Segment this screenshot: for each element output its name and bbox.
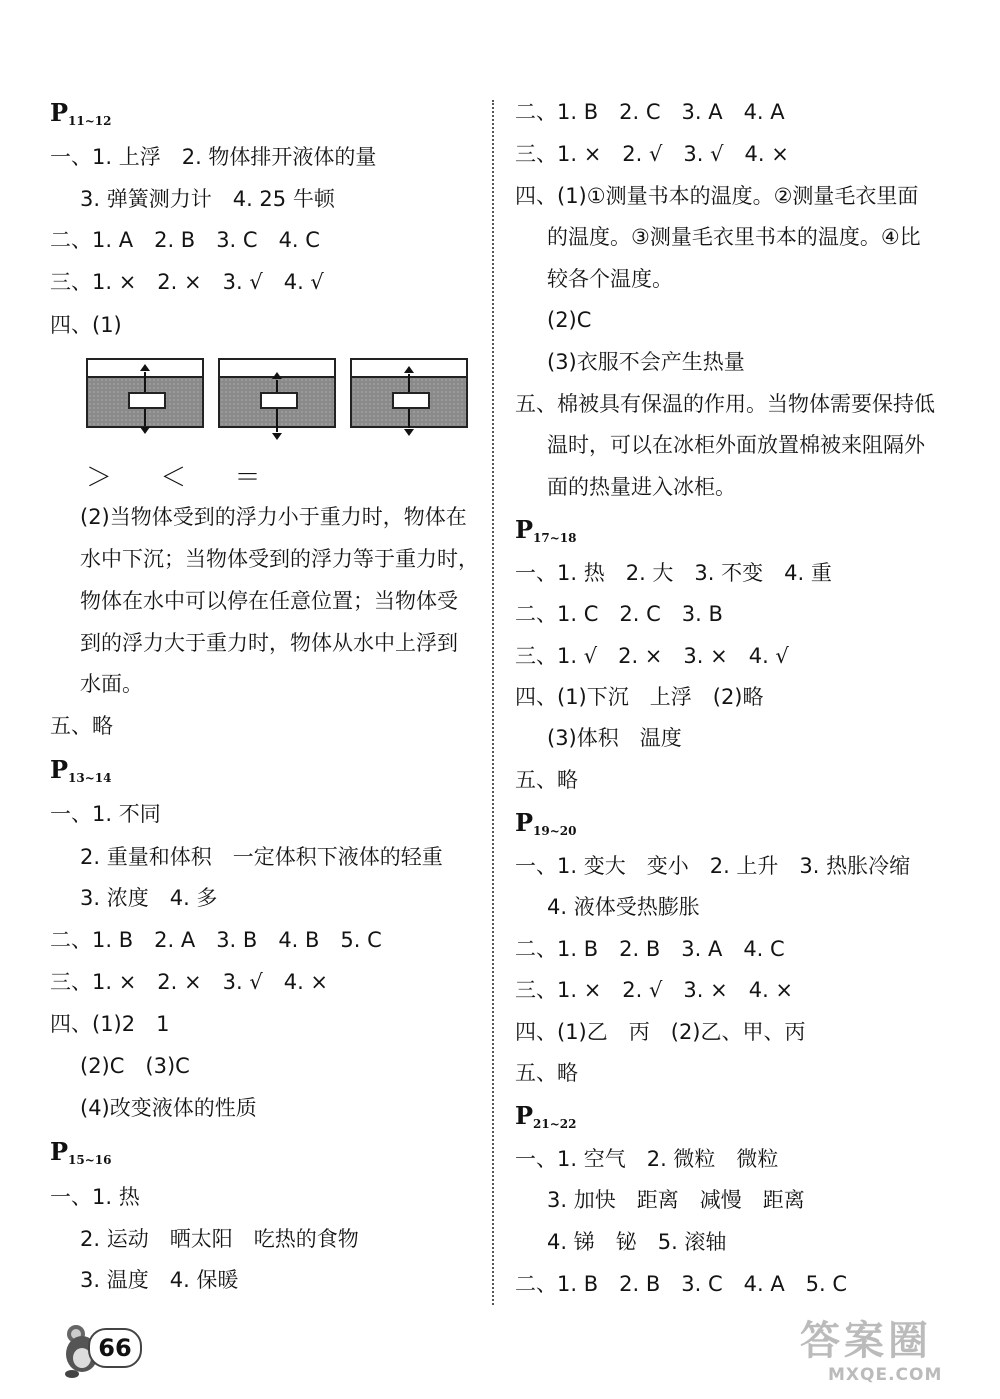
buoyancy-diagram-float: [218, 358, 336, 428]
answer-line: (2)当物体受到的浮力小于重力时，物体在: [80, 505, 467, 529]
answer-line: 3. 温度 4. 保暖: [80, 1268, 239, 1292]
answer-line: (2)C (3)C: [80, 1054, 190, 1078]
watermark-logo: [800, 1318, 990, 1394]
answer-line: 三、1. × 2. × 3. √ 4. √: [50, 270, 324, 294]
object-block: [128, 392, 166, 409]
answer-line: 五、略: [515, 1061, 578, 1085]
answer-line: 二、1. B 2. C 3. A 4. A: [515, 100, 785, 124]
answer-line: (2)C: [547, 308, 592, 332]
answer-line: (4)改变液体的性质: [80, 1096, 257, 1120]
answer-line: 一、1. 不同: [50, 802, 161, 826]
answer-line: 到的浮力大于重力时，物体从水中上浮到: [80, 631, 458, 655]
answer-line: 一、1. 上浮 2. 物体排开液体的量: [50, 145, 377, 169]
answer-line: 3. 浓度 4. 多: [80, 886, 218, 910]
object-block: [260, 392, 298, 409]
answer-line: 较各个温度。: [547, 267, 673, 291]
answer-line: 2. 运动 晒太阳 吃热的食物: [80, 1227, 359, 1251]
section-header-p19-20: $P_{19\sim 20}$: [515, 808, 577, 838]
answer-line: 温时，可以在冰柜外面放置棉被来阻隔外: [547, 433, 925, 457]
answer-line: (3)衣服不会产生热量: [547, 350, 745, 374]
object-block: [392, 392, 430, 409]
section-header-p15-16: $P_{15\sim 16}$: [50, 1137, 112, 1167]
answer-line: 三、1. × 2. √ 3. × 4. ×: [515, 978, 794, 1002]
watermark-cn: 答案圈: [800, 1318, 932, 1364]
answer-line: 一、1. 空气 2. 微粒 微粒: [515, 1147, 779, 1171]
answer-line: 二、1. C 2. C 3. B: [515, 602, 723, 626]
answer-line: 三、1. × 2. √ 3. √ 4. ×: [515, 142, 789, 166]
answer-line: 的温度。③测量毛衣里书本的温度。④比: [547, 225, 921, 249]
answer-line: 一、1. 热 2. 大 3. 不变 4. 重: [515, 561, 832, 585]
page-number: 66: [88, 1328, 142, 1368]
answer-line: 二、1. A 2. B 3. C 4. C: [50, 228, 320, 252]
answer-line: 五、略: [515, 768, 578, 792]
answer-line: 五、略: [50, 714, 113, 738]
answer-line: 水中下沉；当物体受到的浮力等于重力时，: [80, 547, 479, 571]
answer-line: 四、(1)下沉 上浮 (2)略: [515, 685, 764, 709]
answer-line: 二、1. B 2. A 3. B 4. B 5. C: [50, 928, 382, 952]
section-header-p11-12: $P_{11\sim 12}$: [50, 98, 112, 128]
section-header-p17-18: $P_{17\sim 18}$: [515, 515, 577, 545]
answer-line: 四、(1)①测量书本的温度。②测量毛衣里面: [515, 184, 919, 208]
answer-line: 物体在水中可以停在任意位置；当物体受: [80, 589, 458, 613]
answer-line: 3. 加快 距离 减慢 距离: [547, 1188, 805, 1212]
answer-line: 2. 重量和体积 一定体积下液体的轻重: [80, 845, 443, 869]
answer-line: 二、1. B 2. B 3. C 4. A 5. C: [515, 1272, 848, 1296]
answer-line: 四、(1): [50, 313, 122, 337]
answer-line: 一、1. 热: [50, 1185, 140, 1209]
answer-line: 3. 弹簧测力计 4. 25 牛顿: [80, 187, 335, 211]
answer-line: 三、1. × 2. × 3. √ 4. ×: [50, 970, 329, 994]
answer-line: 五、棉被具有保温的作用。当物体需要保持低: [515, 392, 935, 416]
answer-line: 一、1. 变大 变小 2. 上升 3. 热胀冷缩: [515, 854, 911, 878]
watermark-en: MXQE.COM: [828, 1365, 943, 1385]
answer-line: 面的热量进入冰柜。: [547, 475, 736, 499]
answer-line: 4. 液体受热膨胀: [547, 895, 700, 919]
section-header-p13-14: $P_{13\sim 14}$: [50, 755, 112, 785]
answer-line: 四、(1)2 1: [50, 1012, 170, 1036]
answer-line: 四、(1)乙 丙 (2)乙、甲、丙: [515, 1020, 806, 1044]
section-header-p21-22: $P_{21\sim 22}$: [515, 1101, 577, 1131]
answer-line: 三、1. √ 2. × 3. × 4. √: [515, 644, 789, 668]
column-divider: [492, 100, 494, 1305]
answer-line: 4. 锑 铋 5. 滚轴: [547, 1230, 727, 1254]
answer-line: 水面。: [80, 672, 143, 696]
buoyancy-diagram-suspend: [350, 358, 468, 428]
answer-line: (3)体积 温度: [547, 726, 682, 750]
relation-symbols: ＞ ＜ ＝: [86, 463, 281, 493]
answer-line: 二、1. B 2. B 3. A 4. C: [515, 937, 785, 961]
buoyancy-diagram-sink: [86, 358, 204, 428]
